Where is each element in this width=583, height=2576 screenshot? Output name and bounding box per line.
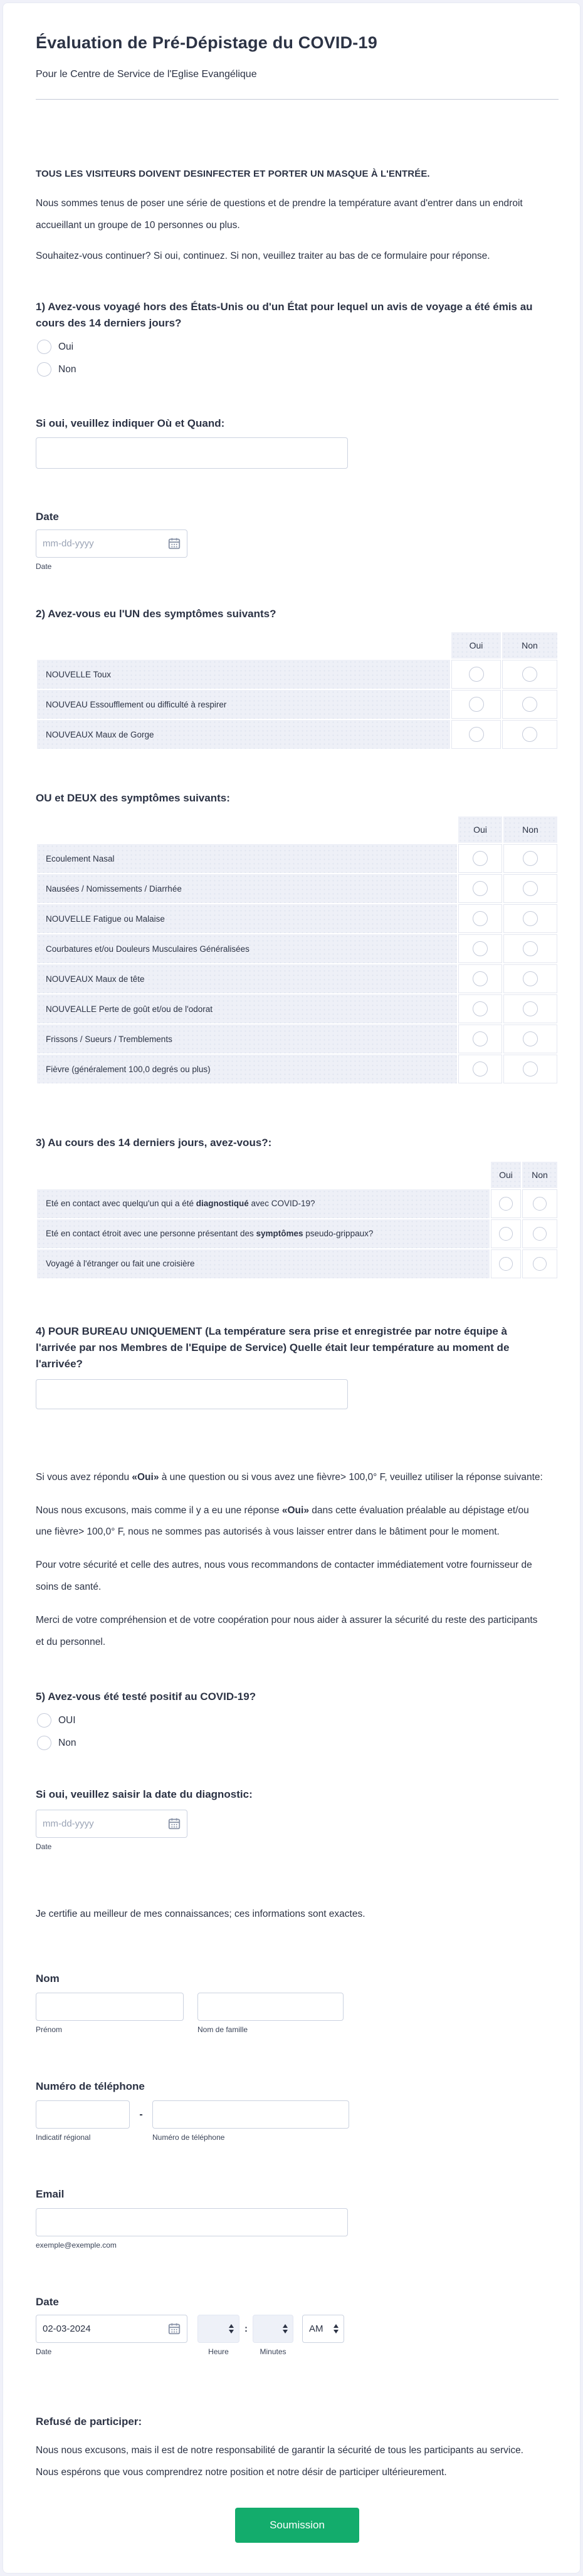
datetime-date-sublabel: Date	[36, 2347, 52, 2356]
diagnostic-date-input[interactable]	[36, 1810, 187, 1838]
intro-paragraph-1: Nous sommes tenus de poser une série de questions et de prendre la température avant d'entrer dans un endroit accueillant un groupe de 10 personnes ou plus.	[36, 198, 523, 231]
date1-input[interactable]	[36, 529, 187, 558]
decline-label: Refusé de participer:	[36, 2415, 142, 2427]
question-5-label: 5) Avez-vous été testé positif au COVID-19?	[36, 1690, 256, 1703]
question-2-label: 2) Avez-vous eu l'UN des symptômes suivants?	[36, 607, 276, 620]
radio-non[interactable]	[522, 1189, 557, 1218]
row-label: NOUVELLE Toux	[37, 660, 450, 689]
question-1-label: 1) Avez-vous voyagé hors des États-Unis ou d'un État pour lequel un avis de voyage a été émis au cours des 14 derniers jours?	[36, 300, 533, 329]
row-label: Frissons / Sueurs / Tremblements	[37, 1025, 457, 1053]
radio-non[interactable]	[503, 1055, 557, 1083]
column-header-non: Non	[502, 632, 557, 659]
name-field	[36, 1973, 559, 2034]
row-label: Courbatures et/ou Douleurs Musculaires Généralisées	[37, 934, 457, 963]
radio-icon[interactable]	[37, 1736, 51, 1750]
radio-oui[interactable]	[491, 1249, 521, 1278]
q1-option-oui[interactable]	[36, 340, 559, 354]
q5-option-non-label: Non	[58, 1737, 76, 1748]
table-row	[37, 1219, 557, 1248]
email-label: Email	[36, 2188, 65, 2200]
question-3-label: 3) Au cours des 14 derniers jours, avez-vous?:	[36, 1137, 272, 1149]
question-4-label: 4) POUR BUREAU UNIQUEMENT (La température sera prise et enregistrée par notre équipe à l'arrivée par nos Membres de l'Equipe de Service) Quelle était leur température au moment de l'arrivée?	[36, 1325, 510, 1370]
q1-option-non[interactable]	[36, 362, 559, 377]
minutes-sublabel: Minutes	[260, 2347, 286, 2356]
matrix-header-row	[37, 632, 557, 659]
ampm-value: AM	[309, 2323, 323, 2334]
radio-oui[interactable]	[458, 994, 502, 1023]
q5-option-non[interactable]	[36, 1736, 559, 1750]
radio-icon[interactable]	[37, 1713, 51, 1728]
calendar-icon[interactable]	[167, 1817, 181, 1830]
radio-non[interactable]	[502, 720, 557, 749]
question-2b-label: OU et DEUX des symptômes suivants:	[36, 792, 230, 804]
column-header-non: Non	[503, 816, 557, 843]
q1-option-non-label: Non	[58, 363, 76, 375]
row-label: NOUVEAUX Maux de tête	[37, 964, 457, 993]
radio-non[interactable]	[503, 1025, 557, 1053]
row-label: NOUVEAUX Maux de Gorge	[37, 720, 450, 749]
matrix-header-row	[37, 1162, 557, 1188]
diagnostic-date-sublabel: Date	[36, 1842, 52, 1851]
q5-option-oui[interactable]	[36, 1713, 559, 1728]
row-label: NOUVEALLE Perte de goût et/ou de l'odorat	[37, 994, 457, 1023]
q3-matrix	[36, 1160, 559, 1280]
minutes-stepper[interactable]	[253, 2315, 293, 2343]
date1-label: Date	[36, 510, 59, 523]
stepper-arrows-icon[interactable]	[283, 2324, 288, 2334]
radio-oui[interactable]	[451, 690, 501, 719]
radio-non[interactable]	[522, 1219, 557, 1248]
ampm-select[interactable]	[302, 2315, 344, 2343]
radio-non[interactable]	[522, 1249, 557, 1278]
radio-icon[interactable]	[37, 340, 51, 354]
phone-number-input[interactable]	[152, 2100, 349, 2129]
radio-non[interactable]	[503, 994, 557, 1023]
notice-paragraph-2: Nous nous excusons, mais comme il y a eu une réponse «Oui» dans cette évaluation préalable au dépistage et/ou une fièvre> 100,0° F, nous ne sommes pas autorisés à vous laisser entrer dans le bâtiment pour le moment.	[36, 1504, 529, 1538]
email-input[interactable]	[36, 2208, 348, 2236]
radio-oui[interactable]	[451, 720, 501, 749]
stepper-arrows-icon[interactable]	[229, 2324, 234, 2334]
table-row	[37, 964, 557, 993]
datetime-field	[36, 2296, 559, 2356]
radio-oui[interactable]	[458, 964, 502, 993]
intro-note: TOUS LES VISITEURS DOIVENT DESINFECTER ET PORTER UN MASQUE À L'ENTRÉE.	[36, 169, 430, 179]
form-card	[3, 3, 580, 2573]
row-label: Fièvre (généralement 100,0 degrés ou plus)	[37, 1055, 457, 1083]
decline-paragraph: Nous nous excusons, mais il est de notre responsabilité de garantir la sécurité de tous les participants au service. Nous espérons que vous comprendrez notre position et notre désir de participer ultérieurement.	[36, 2444, 523, 2478]
table-row	[37, 844, 557, 873]
table-row	[37, 1055, 557, 1083]
email-sublabel: exemple@exemple.com	[36, 2240, 117, 2250]
radio-non[interactable]	[502, 660, 557, 689]
row-label: Eté en contact avec quelqu'un qui a été diagnostiqué avec COVID-19?	[37, 1189, 490, 1218]
page-subtitle: Pour le Centre de Service de l'Eglise Evangélique	[36, 69, 257, 80]
radio-oui[interactable]	[451, 660, 501, 689]
radio-non[interactable]	[503, 844, 557, 873]
header-divider	[36, 99, 559, 100]
q1-option-oui-label: Oui	[58, 341, 74, 352]
area-code-sublabel: Indicatif régional	[36, 2132, 91, 2142]
notice-paragraph-3: Pour votre sécurité et celle des autres, nous vous recommandons de contacter immédiatement votre fournisseur de soins de santé.	[36, 1560, 532, 1593]
radio-oui[interactable]	[458, 844, 502, 873]
table-row	[37, 1249, 557, 1278]
q1-followup-input[interactable]	[36, 437, 348, 469]
date1-field	[36, 511, 559, 571]
q2b-matrix	[36, 815, 559, 1085]
intro-paragraph-2: Souhaitez-vous continuer? Si oui, continuez. Si non, veuillez traiter au bas de ce formulaire pour réponse.	[36, 250, 490, 261]
name-label: Nom	[36, 1972, 60, 1984]
datetime-date-input[interactable]	[36, 2315, 187, 2343]
table-row	[37, 690, 557, 719]
first-name-sublabel: Prénom	[36, 2025, 63, 2034]
last-name-sublabel: Nom de famille	[197, 2025, 248, 2034]
table-row	[37, 904, 557, 933]
radio-non[interactable]	[503, 904, 557, 933]
radio-oui[interactable]	[458, 934, 502, 963]
radio-oui[interactable]	[458, 874, 502, 903]
phone-number-sublabel: Numéro de téléphone	[152, 2132, 225, 2142]
phone-separator: -	[139, 2109, 143, 2120]
row-label: Eté en contact étroit avec une personne présentant des symptômes pseudo-grippaux?	[37, 1219, 490, 1248]
hour-stepper[interactable]	[197, 2315, 239, 2343]
radio-oui[interactable]	[491, 1219, 521, 1248]
area-code-input[interactable]	[36, 2100, 130, 2129]
radio-oui[interactable]	[458, 1025, 502, 1053]
time-separator: :	[244, 2323, 248, 2334]
last-name-input[interactable]	[197, 1993, 344, 2021]
table-row	[37, 1025, 557, 1053]
row-label: NOUVELLE Fatigue ou Malaise	[37, 904, 457, 933]
table-row	[37, 934, 557, 963]
notice-paragraph-1: Si vous avez répondu «Oui» à une question ou si vous avez une fièvre> 100,0° F, veuillez utiliser la réponse suivante:	[36, 1471, 543, 1483]
q2-matrix	[36, 631, 559, 750]
matrix-header-row	[37, 816, 557, 843]
stepper-arrows-icon[interactable]	[334, 2324, 339, 2334]
radio-icon[interactable]	[37, 362, 51, 377]
q5-option-oui-label: OUI	[58, 1714, 76, 1726]
phone-label: Numéro de téléphone	[36, 2080, 145, 2092]
q4-temperature-input[interactable]	[36, 1379, 348, 1409]
radio-non[interactable]	[503, 934, 557, 963]
certification-text: Je certifie au meilleur de mes connaissances; ces informations sont exactes.	[36, 1908, 365, 1919]
table-row	[37, 994, 557, 1023]
radio-non[interactable]	[503, 874, 557, 903]
table-row	[37, 874, 557, 903]
q5-followup-label: Si oui, veuillez saisir la date du diagnostic:	[36, 1788, 253, 1801]
row-label: Ecoulement Nasal	[37, 844, 457, 873]
notice-paragraph-4: Merci de votre compréhension et de votre coopération pour nous aider à assurer la sécurité du reste des participants et du personnel.	[36, 1615, 538, 1647]
page-title: Évaluation de Pré-Dépistage du COVID-19	[36, 33, 377, 52]
hour-sublabel: Heure	[208, 2347, 229, 2356]
table-row	[37, 720, 557, 749]
column-header-oui: Oui	[451, 632, 501, 659]
row-label: NOUVEAU Essoufflement ou difficulté à respirer	[37, 690, 450, 719]
table-row	[37, 1189, 557, 1218]
calendar-icon[interactable]	[167, 536, 181, 550]
phone-field	[36, 2080, 559, 2142]
date1-sublabel: Date	[36, 561, 52, 571]
radio-oui[interactable]	[458, 904, 502, 933]
first-name-input[interactable]	[36, 1993, 184, 2021]
submit-button[interactable]: Soumission	[235, 2508, 359, 2543]
radio-non[interactable]	[503, 964, 557, 993]
email-field	[36, 2188, 559, 2250]
column-header-non: Non	[522, 1162, 557, 1188]
table-row	[37, 660, 557, 689]
radio-oui[interactable]	[458, 1055, 502, 1083]
column-header-oui: Oui	[491, 1162, 521, 1188]
q1-followup-label: Si oui, veuillez indiquer Où et Quand:	[36, 417, 225, 430]
calendar-icon[interactable]	[167, 2322, 181, 2335]
row-label: Nausées / Nomissements / Diarrhée	[37, 874, 457, 903]
column-header-oui: Oui	[458, 816, 502, 843]
radio-non[interactable]	[502, 690, 557, 719]
datetime-label: Date	[36, 2295, 59, 2308]
radio-oui[interactable]	[491, 1189, 521, 1218]
row-label: Voyagé à l'étranger ou fait une croisière	[37, 1249, 490, 1278]
